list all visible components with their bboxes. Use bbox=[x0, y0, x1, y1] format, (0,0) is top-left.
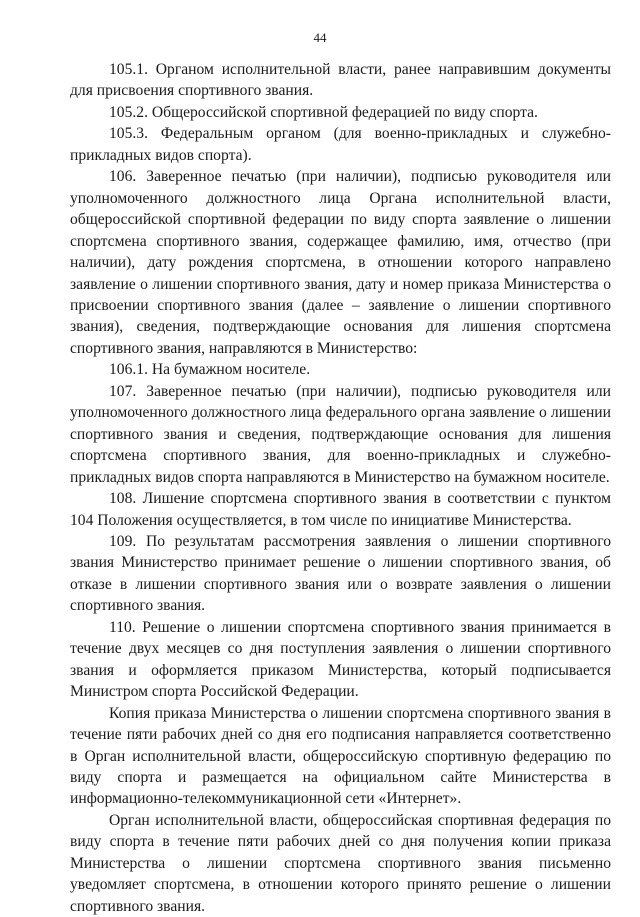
paragraph-105-1: 105.1. Органом исполнительной власти, ранее направившим документы для присвоения спортивного звания. bbox=[70, 61, 611, 100]
paragraph-106-1: 106.1. На бумажном носителе. bbox=[109, 361, 311, 379]
paragraph-106: 106. Заверенное печатью (при наличии), подписью руководителя или уполномоченного должностного лица Органа исполнительной власти, общероссийской спортивной федерации по виду спорта заявление о лишении спортсмена спортивного звания, содержащее фамилию, имя, отчество (при наличии), дату рождения спортсмена, в отношении которого направлено заявление о лишении спортивного звания, дату и номер приказа Министерства о присвоении спортивного звания (далее – заявление о лишении спортивного звания), сведения, подтверждающие основания для лишения спортсмена спортивного звания, направляются в Министерство: bbox=[70, 168, 611, 357]
paragraph-order-copy: Копия приказа Министерства о лишении спортсмена спортивного звания в течение пяти рабочих дней со дня его подписания направляется соответственно в Орган исполнительной власти, общероссийскую спортивную федерацию по виду спорта и размещается на официальном сайте Министерства в информационно-телекоммуникационной сети «Интернет». bbox=[70, 704, 611, 808]
paragraph-105-2: 105.2. Общероссийской спортивной федерацией по виду спорта. bbox=[109, 103, 538, 121]
paragraph-110: 110. Решение о лишении спортсмена спортивного звания принимается в течение двух месяцев со дня поступления заявления о лишении спортивного звания и оформляется приказом Министерства, который подписывается Министром спорта Российской Федерации. bbox=[70, 618, 611, 701]
paragraph-107: 107. Заверенное печатью (при наличии), подписью руководителя или уполномоченного должностного лица федерального органа заявление о лишении спортивного звания и сведения, подтверждающие основания для лишения спортсмена спортивного звания, для военно-прикладных и служебно-прикладных видов спорта направляются в Министерство на бумажном носителе. bbox=[70, 382, 611, 486]
paragraph-notification: Орган исполнительной власти, общероссийская спортивная федерация по виду спорта в течение пяти рабочих дней со дня получения копии приказа Министерства о лишении спортсмена спортивного звания письменно уведомляет спортсмена, в отношении которого принято решение о лишении спортивного звания. bbox=[70, 811, 611, 915]
paragraph-105-3: 105.3. Федеральным органом (для военно-прикладных и служебно-прикладных видов спорта). bbox=[70, 125, 611, 164]
paragraph-109: 109. По результатам рассмотрения заявления о лишении спортивного звания Министерство принимает решение о лишении спортивного звания, об отказе в лишении спортивного звания или о возврате заявления о лишении спортивного звания. bbox=[70, 532, 611, 615]
paragraph-108: 108. Лишение спортсмена спортивного звания в соответствии с пунктом 104 Положения осуществляется, в том числе по инициативе Министерства. bbox=[70, 490, 611, 529]
page-number: 44 bbox=[313, 30, 327, 45]
document-body bbox=[70, 59, 611, 917]
